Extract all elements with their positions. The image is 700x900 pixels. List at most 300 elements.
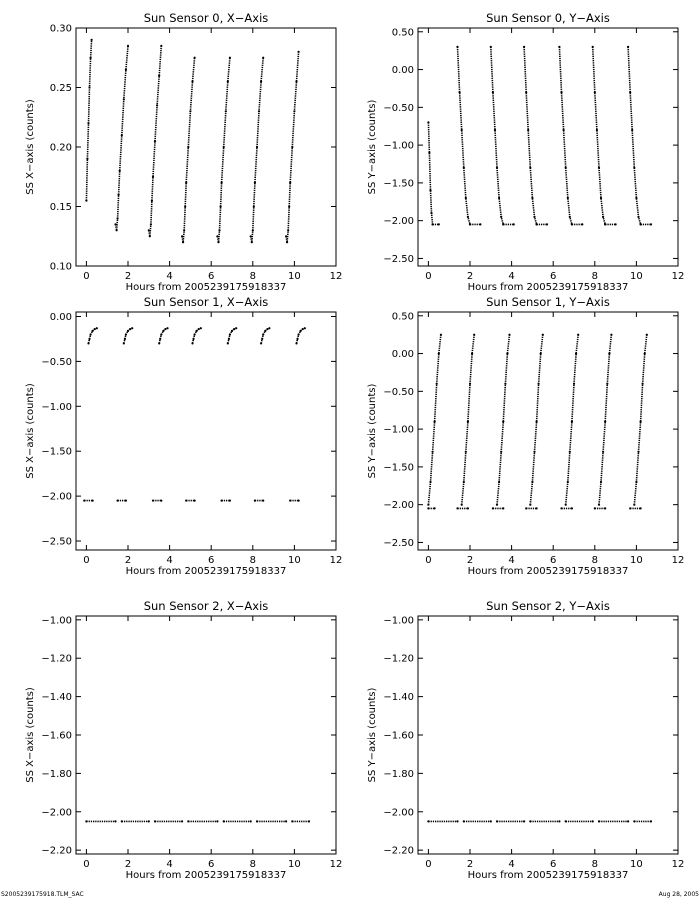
y-axis-label: SS Y−axis (counts) (367, 99, 378, 195)
data-point (192, 338, 194, 340)
data-point (523, 46, 525, 48)
y-tick-label: 0.00 (391, 349, 414, 361)
chart-title: Sun Sensor 2, Y−Axis (486, 599, 610, 613)
data-point (254, 500, 256, 502)
data-point (456, 820, 458, 822)
x-tick-label: 0 (83, 271, 90, 282)
data-point (546, 223, 548, 225)
y-tick-label: −1.00 (383, 615, 414, 627)
data-point (268, 327, 270, 329)
data-point (260, 80, 262, 82)
y-tick-label: −0.50 (383, 386, 414, 398)
data-point (291, 146, 293, 148)
data-point (91, 39, 93, 41)
data-point (116, 229, 118, 231)
data-point (650, 223, 652, 225)
data-point (187, 820, 189, 822)
data-point (508, 334, 510, 336)
footer-date: Aug 28, 2005 (658, 891, 699, 898)
x-tick-label: 2 (124, 555, 132, 566)
data-point (308, 820, 310, 822)
y-tick-label: −1.50 (383, 178, 414, 190)
data-point (148, 820, 150, 822)
y-tick-label: −1.00 (383, 424, 414, 436)
data-point (159, 338, 161, 340)
data-point (494, 129, 496, 131)
y-tick-label: 0.20 (49, 142, 72, 154)
y-axis-label: SS X−axis (counts) (25, 99, 36, 195)
x-tick-label: 6 (208, 555, 215, 566)
data-point (496, 820, 498, 822)
data-point (262, 333, 264, 335)
data-point (160, 45, 162, 47)
x-tick-label: 4 (166, 271, 173, 282)
x-tick-label: 2 (466, 555, 474, 566)
data-point (90, 57, 92, 59)
data-point (223, 820, 225, 822)
y-tick-label: −1.20 (41, 653, 72, 665)
data-series (491, 47, 504, 225)
data-point (289, 182, 291, 184)
data-point (432, 223, 434, 225)
y-axis-label: SS Y−axis (counts) (367, 687, 378, 783)
data-point (461, 129, 463, 131)
data-point (640, 421, 642, 423)
data-point (496, 504, 498, 506)
data-point (258, 110, 260, 112)
data-point (254, 182, 256, 184)
data-point (250, 820, 252, 822)
y-tick-label: −1.40 (383, 692, 414, 704)
y-tick-label: −1.00 (383, 140, 414, 152)
data-point (158, 75, 160, 77)
data-point (565, 504, 567, 506)
data-point (560, 91, 562, 93)
data-point (181, 820, 183, 822)
data-point (504, 383, 506, 385)
plot-frame (418, 28, 678, 266)
data-point (569, 216, 571, 218)
data-point (123, 98, 125, 100)
data-point (261, 338, 263, 340)
x-tick-label: 12 (329, 271, 343, 282)
data-point (298, 500, 300, 502)
data-point (96, 327, 98, 329)
y-tick-label: 0.50 (391, 311, 414, 323)
chart-panel-3 (25, 295, 342, 577)
data-point (191, 80, 193, 82)
y-tick-label: 0.10 (49, 261, 72, 273)
x-axis-label: Hours from 2005239175918337 (125, 566, 287, 577)
data-point (227, 342, 229, 344)
data-point (256, 146, 258, 148)
data-point (567, 197, 569, 199)
data-point (610, 334, 612, 336)
data-point (527, 129, 529, 131)
data-point (252, 229, 254, 231)
y-tick-label: −1.20 (383, 653, 414, 665)
x-tick-label: 6 (208, 859, 215, 870)
data-point (594, 507, 596, 509)
y-tick-label: −1.00 (41, 401, 72, 413)
x-tick-label: 8 (249, 271, 256, 282)
data-series (217, 58, 230, 243)
data-point (231, 330, 233, 332)
x-tick-label: 8 (249, 555, 256, 566)
data-point (194, 500, 196, 502)
data-point (463, 820, 465, 822)
data-point (635, 197, 637, 199)
x-tick-label: 12 (671, 859, 685, 870)
data-series (634, 335, 647, 505)
data-point (88, 86, 90, 88)
data-point (260, 342, 262, 344)
chart-panel-4 (367, 295, 684, 577)
data-point (117, 217, 119, 219)
data-point (127, 45, 129, 47)
data-point (92, 500, 94, 502)
y-tick-label: −1.80 (383, 768, 414, 780)
data-point (498, 197, 500, 199)
data-point (125, 333, 127, 335)
data-point (479, 223, 481, 225)
data-point (217, 241, 219, 243)
data-series (628, 47, 641, 225)
data-point (285, 235, 287, 237)
data-point (427, 507, 429, 509)
x-tick-label: 2 (466, 859, 474, 870)
data-point (463, 167, 465, 169)
data-point (536, 507, 538, 509)
data-point (166, 327, 168, 329)
data-point (606, 383, 608, 385)
data-point (604, 223, 606, 225)
x-axis-label: Hours from 2005239175918337 (125, 282, 287, 293)
data-point (427, 820, 429, 822)
data-point (114, 820, 116, 822)
data-series (566, 335, 579, 505)
data-point (529, 167, 531, 169)
data-point (594, 91, 596, 93)
chart-title: Sun Sensor 2, X−Axis (143, 599, 269, 613)
data-point (148, 229, 150, 231)
data-point (604, 421, 606, 423)
data-point (285, 820, 287, 822)
data-point (525, 507, 527, 509)
data-point (631, 129, 633, 131)
data-point (558, 46, 560, 48)
data-point (218, 229, 220, 231)
data-point (627, 46, 629, 48)
data-point (304, 327, 306, 329)
y-tick-label: −0.50 (41, 356, 72, 368)
data-point (295, 342, 297, 344)
data-point (525, 91, 527, 93)
plot-frame (418, 312, 678, 550)
x-tick-label: 12 (329, 859, 343, 870)
data-point (160, 333, 162, 335)
data-point (291, 820, 293, 822)
y-tick-label: −2.00 (383, 216, 414, 228)
data-point (183, 229, 185, 231)
data-point (220, 205, 222, 207)
data-point (86, 158, 88, 160)
y-tick-label: −1.40 (41, 692, 72, 704)
data-point (598, 504, 600, 506)
data-point (152, 500, 154, 502)
data-series (530, 335, 543, 505)
data-point (185, 500, 187, 502)
x-tick-label: 4 (508, 859, 515, 870)
data-point (434, 421, 436, 423)
x-tick-label: 8 (591, 271, 598, 282)
x-tick-label: 10 (288, 859, 301, 870)
x-tick-label: 10 (630, 555, 643, 566)
x-axis-label: Hours from 2005239175918337 (467, 566, 629, 577)
data-point (465, 197, 467, 199)
data-point (289, 500, 291, 502)
data-point (156, 104, 158, 106)
data-series (599, 335, 611, 505)
data-point (216, 235, 218, 237)
data-point (223, 146, 225, 148)
data-point (560, 507, 562, 509)
data-point (228, 338, 230, 340)
data-point (150, 223, 152, 225)
x-tick-label: 6 (208, 271, 215, 282)
data-point (154, 140, 156, 142)
data-point (500, 216, 502, 218)
y-tick-label: 0.25 (49, 83, 72, 94)
data-series (497, 335, 510, 505)
y-tick-label: 0.00 (49, 311, 72, 323)
data-point (573, 383, 575, 385)
data-point (538, 383, 540, 385)
data-point (531, 197, 533, 199)
data-point (502, 421, 504, 423)
data-point (253, 205, 255, 207)
data-point (191, 342, 193, 344)
x-tick-label: 8 (591, 859, 598, 870)
data-point (181, 235, 183, 237)
data-point (650, 820, 652, 822)
data-point (187, 146, 189, 148)
data-point (117, 500, 119, 502)
data-point (85, 820, 87, 822)
x-tick-label: 12 (329, 555, 343, 566)
data-point (129, 328, 131, 330)
data-point (286, 241, 288, 243)
data-point (465, 451, 467, 453)
data-point (615, 223, 617, 225)
data-point (640, 507, 642, 509)
y-tick-label: −1.60 (383, 730, 414, 742)
data-series (593, 47, 606, 225)
chart-title: Sun Sensor 1, Y−Axis (486, 295, 610, 309)
data-point (563, 129, 565, 131)
data-point (523, 820, 525, 822)
data-point (646, 334, 648, 336)
data-point (637, 216, 639, 218)
x-tick-label: 0 (83, 859, 90, 870)
data-point (185, 182, 187, 184)
y-tick-label: 0.30 (49, 23, 72, 35)
y-tick-label: −2.00 (41, 491, 72, 503)
data-point (295, 80, 297, 82)
x-tick-label: 6 (550, 555, 557, 566)
y-tick-label: −2.50 (41, 536, 72, 548)
x-tick-label: 4 (508, 555, 515, 566)
data-point (184, 205, 186, 207)
plot-frame (76, 312, 336, 550)
data-point (629, 91, 631, 93)
y-tick-label: −0.50 (383, 102, 414, 114)
data-point (640, 223, 642, 225)
data-point (463, 481, 465, 483)
data-point (229, 57, 231, 59)
data-point (456, 507, 458, 509)
data-point (581, 223, 583, 225)
data-point (293, 110, 295, 112)
data-point (592, 820, 594, 822)
data-point (496, 167, 498, 169)
data-point (427, 121, 429, 123)
data-point (436, 383, 438, 385)
data-point (644, 353, 646, 355)
data-point (121, 134, 123, 136)
plot-frame (76, 28, 336, 266)
y-tick-label: 0.50 (391, 27, 414, 39)
y-axis-label: SS Y−axis (counts) (367, 383, 378, 479)
data-point (118, 194, 120, 196)
data-point (221, 182, 223, 184)
data-point (92, 330, 94, 332)
x-tick-label: 0 (425, 859, 432, 870)
data-point (469, 383, 471, 385)
data-point (121, 820, 123, 822)
data-point (262, 57, 264, 59)
y-tick-label: −2.00 (383, 807, 414, 819)
data-point (266, 328, 268, 330)
data-point (558, 820, 560, 822)
x-tick-label: 0 (425, 271, 432, 282)
data-point (598, 167, 600, 169)
data-point (302, 328, 304, 330)
x-tick-label: 10 (288, 271, 301, 282)
data-point (429, 481, 431, 483)
data-point (473, 334, 475, 336)
data-series (559, 47, 572, 225)
y-tick-label: −2.00 (383, 500, 414, 512)
data-point (194, 57, 196, 59)
data-point (635, 481, 637, 483)
data-point (596, 129, 598, 131)
data-point (162, 330, 164, 332)
x-axis-label: Hours from 2005239175918337 (467, 282, 629, 293)
data-point (490, 46, 492, 48)
data-point (498, 481, 500, 483)
data-point (300, 330, 302, 332)
data-point (83, 500, 85, 502)
data-point (637, 451, 639, 453)
data-point (227, 80, 229, 82)
data-point (502, 223, 504, 225)
data-point (467, 507, 469, 509)
data-point (127, 330, 129, 332)
data-point (502, 507, 504, 509)
data-point (296, 338, 298, 340)
y-tick-label: −1.80 (41, 768, 72, 780)
data-point (123, 342, 125, 344)
data-point (125, 69, 127, 71)
y-tick-label: −2.50 (383, 537, 414, 549)
x-tick-label: 4 (508, 271, 515, 282)
data-point (124, 338, 126, 340)
y-tick-label: 0.15 (49, 202, 72, 213)
data-point (427, 504, 429, 506)
data-series (251, 58, 264, 243)
data-series (182, 58, 195, 243)
data-point (196, 330, 198, 332)
data-point (225, 110, 227, 112)
data-point (194, 333, 196, 335)
data-series (428, 335, 441, 505)
data-point (235, 327, 237, 329)
data-series (462, 335, 475, 505)
data-point (592, 46, 594, 48)
chart-panel-6 (367, 599, 684, 881)
y-tick-label: −2.20 (41, 845, 72, 857)
x-tick-label: 4 (166, 555, 173, 566)
data-point (428, 152, 430, 154)
data-series (86, 40, 91, 201)
data-series (458, 47, 471, 225)
x-tick-label: 6 (550, 271, 557, 282)
data-point (598, 820, 600, 822)
chart-title: Sun Sensor 0, Y−Axis (486, 11, 610, 25)
data-point (492, 507, 494, 509)
chart-title: Sun Sensor 0, X−Axis (143, 11, 269, 25)
y-tick-label: −2.50 (383, 253, 414, 265)
data-point (229, 500, 231, 502)
data-point (540, 353, 542, 355)
data-point (149, 235, 151, 237)
chart-panel-2 (367, 11, 684, 293)
data-point (461, 504, 463, 506)
data-point (629, 507, 631, 509)
data-point (88, 338, 90, 340)
x-axis-label: Hours from 2005239175918337 (467, 870, 629, 881)
data-series (116, 46, 129, 230)
data-point (602, 451, 604, 453)
y-tick-label: −2.00 (41, 807, 72, 819)
x-tick-label: 0 (425, 555, 432, 566)
data-point (469, 223, 471, 225)
data-point (529, 820, 531, 822)
data-point (251, 241, 253, 243)
data-point (529, 504, 531, 506)
x-tick-label: 2 (124, 859, 132, 870)
data-point (571, 223, 573, 225)
data-point (216, 820, 218, 822)
data-point (119, 170, 121, 172)
y-tick-label: −1.50 (383, 462, 414, 474)
data-point (151, 200, 153, 202)
data-point (94, 328, 96, 330)
data-point (542, 334, 544, 336)
data-point (434, 507, 436, 509)
data-point (114, 223, 116, 225)
